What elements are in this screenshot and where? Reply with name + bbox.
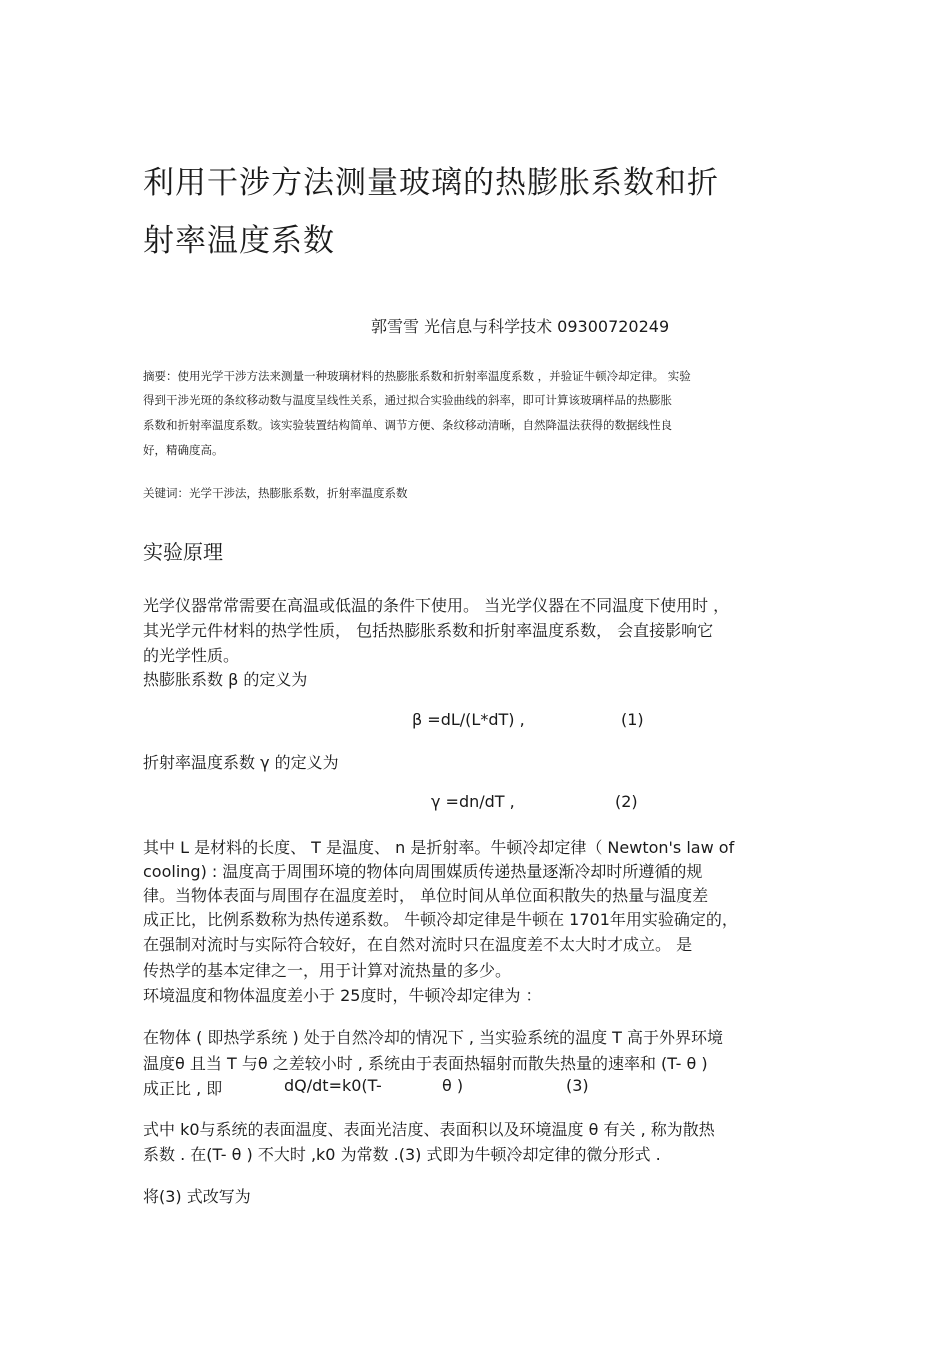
- body-text-line: 在强制对流时与实际符合较好，在自然对流时只在温度差不太大时才成立。 是: [143, 935, 693, 954]
- body-text-line: 律。当物体表面与周围存在温度差时， 单位时间从单位面积散失的热量与温度差: [143, 886, 709, 905]
- body-text-line: cooling) : 温度高于周围环境的物体向周围媒质传递热量逐渐冷却时所遵循的规: [143, 862, 703, 881]
- author-line: 郭雪雪 光信息与科学技术 09300720249: [371, 317, 670, 336]
- abstract-line-1: 摘要：使用光学干涉方法来测量一种玻璃材料的热膨胀系数和折射率温度系数 ，并验证牛顿冷却定律。 实验: [143, 369, 691, 383]
- abstract-line-4: 好，精确度高。: [143, 443, 224, 457]
- section-heading: 实验原理: [143, 540, 223, 564]
- paper-title-line1: 利用干涉方法测量玻璃的热膨胀系数和折: [143, 165, 719, 201]
- equation-3-tail: θ ): [442, 1076, 464, 1095]
- body-text-line: 系数 . 在(T- θ ) 不大时 ,k0 为常数 .(3) 式即为牛顿冷却定律的微分形式 .: [143, 1145, 661, 1164]
- body-text-line: 在物体 ( 即热学系统 ) 处于自然冷却的情况下 , 当实验系统的温度 T 高于外界环境: [143, 1028, 724, 1047]
- body-text-line: 的光学性质。: [143, 646, 240, 665]
- equation-1: β =dL/(L*dT) ,: [412, 710, 525, 729]
- equation-3-number: (3): [566, 1076, 589, 1095]
- equation-2: γ =dn/dT ,: [431, 792, 515, 811]
- body-text-line: 成正比 , 即: [143, 1079, 223, 1098]
- body-text-line: 光学仪器常常需要在高温或低温的条件下使用。 当光学仪器在不同温度下使用时 ，: [143, 596, 730, 615]
- abstract-line-2: 得到干涉光斑的条纹移动数与温度呈线性关系，通过拟合实验曲线的斜率，即可计算该玻璃样品的热膨胀: [143, 393, 672, 407]
- body-text-line: 传热学的基本定律之一，用于计算对流热量的多少。: [143, 961, 512, 980]
- body-text-line: 温度θ 且当 T 与θ 之差较小时 , 系统由于表面热辐射而散失热量的速率和 (T- θ ): [143, 1054, 708, 1073]
- equation-1-number: (1): [621, 710, 644, 729]
- body-text-line: 热膨胀系数 β 的定义为: [143, 670, 308, 689]
- keywords: 关键词：光学干涉法，热膨胀系数，折射率温度系数: [143, 486, 408, 500]
- paper-title-line2: 射率温度系数: [143, 223, 335, 259]
- body-text-line: 其光学元件材料的热学性质， 包括热膨胀系数和折射率温度系数， 会直接影响它: [143, 621, 714, 640]
- body-text-line: 其中 L 是材料的长度、 T 是温度、 n 是折射率。牛顿冷却定律（ Newton's law of: [143, 838, 735, 857]
- abstract-line-3: 系数和折射率温度系数。该实验装置结构简单、调节方便、条纹移动清晰，自然降温法获得的数据线性良: [143, 418, 672, 432]
- equation-3: dQ/dt=k0(T-: [284, 1076, 382, 1095]
- body-text-line: 成正比，比例系数称为热传递系数。 牛顿冷却定律是牛顿在 1701年用实验确定的，: [143, 910, 738, 929]
- equation-2-number: (2): [615, 792, 638, 811]
- body-text-line: 环境温度和物体温度差小于 25度时，牛顿冷却定律为 ：: [143, 986, 542, 1005]
- body-text-line: 式中 k0与系统的表面温度、表面光洁度、表面积以及环境温度 θ 有关 , 称为散热: [143, 1120, 715, 1139]
- body-text-line: 将(3) 式改写为: [143, 1187, 251, 1206]
- body-text-line: 折射率温度系数 γ 的定义为: [143, 753, 339, 772]
